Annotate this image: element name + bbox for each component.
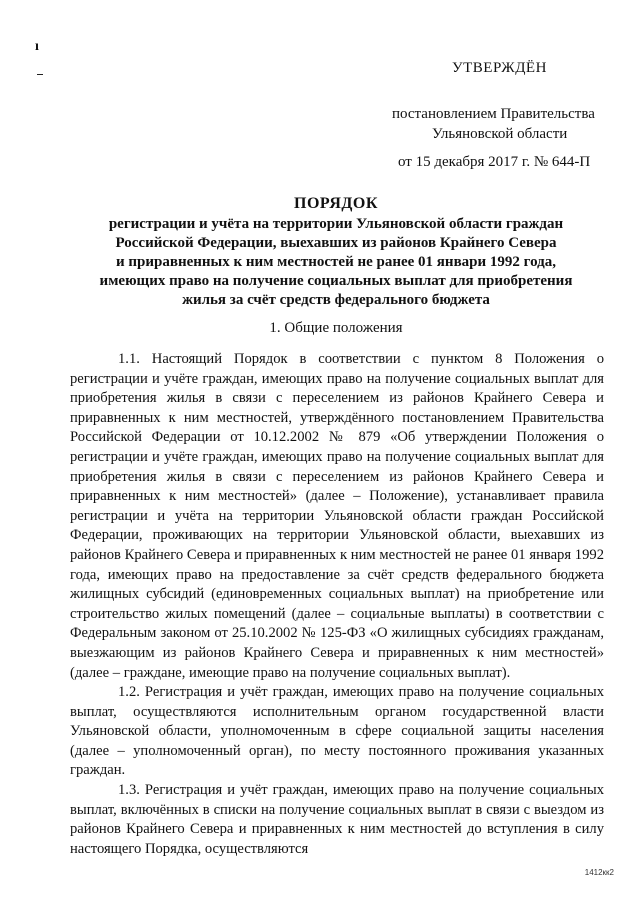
title-line: регистрации и учёта на территории Ульяновской области граждан: [108, 216, 564, 232]
approval-heading: УТВЕРЖДЁН: [452, 60, 547, 76]
approval-line-3: от 15 декабря 2017 г. № 644-П: [398, 154, 591, 170]
paragraph: 1.3. Регистрация и учёт граждан, имеющих право на получение социальных выплат, включённых в списки на получение социальных выплат в связи с выездом из районов Крайнего Севера и приравненных к ним местностей до вступления в силу настоящего Порядка, осуществляются: [70, 782, 604, 857]
title-line: и приравненных к ним местностей не ранее 01 январи 1992 года,: [116, 254, 556, 270]
paragraph: 1.1. Настоящий Порядок в соответствии с пунктом 8 Положения о регистрации и учёте граждан, имеющих право на получение социальных выплат для приобретения жилья в связи с переселением из районов Крайнего Севера и приравненных к ним местностей, утверждённого постановлением Правительства Российской Федерации от 10.12.2002 № 879 «Об утверждении Положения о регистрации и учёте граждан, имеющих право на получение социальных выплат для приобретения жилья в связи с переселением из районов Крайнего Севера и приравненных к ним местностей» (далее – Положение), устанавливает правила регистрации и учёта на территории Ульяновской области граждан Российской Федерации, проживающих на территории Ульяновской области, выехавших из районов Крайнего Севера и приравненных к ним местностей не ранее 01 января 1992 года, имеющих право на предоставление за счёт средств федерального бюджета жилищных субсидий (единовременных социальных выплат) на приобретение или строительство жилых помещений (далее – социальные выплаты) в соответствии с Федеральным законом от 25.10.2002 № 125-ФЗ «О жилищных субсидиях гражданам, выезжающим из районов Крайнего Севера и приравненных к ним местностей» (далее – граждане, имеющие право на получение социальных выплат).: [70, 351, 604, 681]
title-line: имеющих право на получение социальных выплат для приобретения: [99, 273, 573, 289]
paragraph: 1.2. Регистрация и учёт граждан, имеющих право на получение социальных выплат, осуществляются исполнительным органом государственной власти Ульяновской области, уполномоченным в сфере социальной защиты населения (далее – уполномоченный орган), по месту постоянного проживания указанных граждан.: [70, 684, 604, 779]
approval-stamp: [386, 58, 616, 172]
margin-mark: ı: [35, 39, 39, 54]
footer-code: 1412кк2: [584, 868, 614, 877]
document-body: [70, 350, 604, 859]
title-line: жилья за счёт средств федерального бюджета: [182, 292, 490, 308]
approval-line-2: Ульяновской области: [432, 126, 568, 142]
margin-dash: [37, 74, 43, 75]
title-main: ПОРЯДОК: [294, 195, 378, 212]
document-title: [70, 194, 602, 310]
approval-line-1: постановлением Правительства: [392, 106, 595, 122]
section-heading: 1. Общие положения: [269, 320, 403, 336]
title-line: Российской Федерации, выехавших из районов Крайнего Севера: [115, 235, 557, 251]
